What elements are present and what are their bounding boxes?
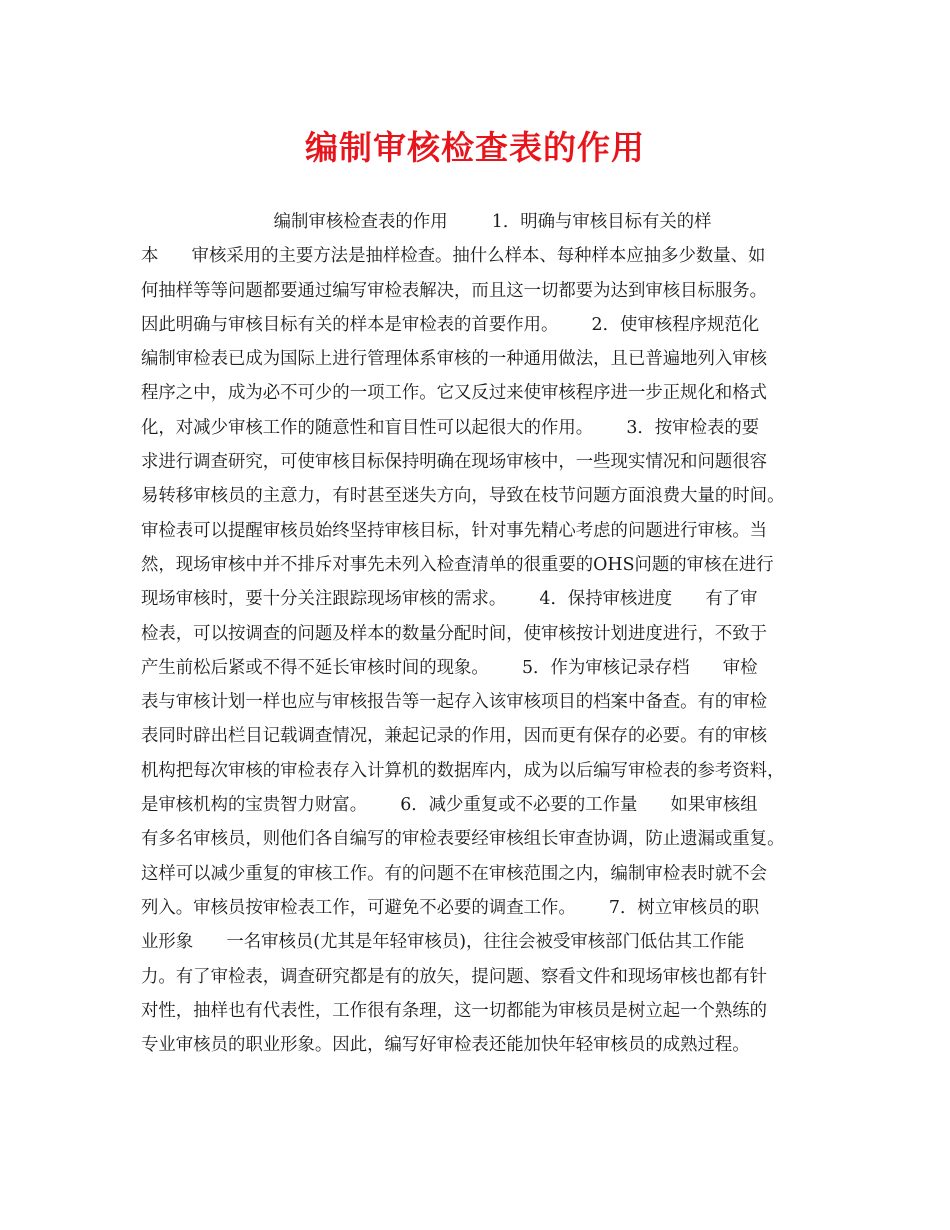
body-line: 表与审核计划一样也应与审核报告等一起存入该审核项目的档案中备查。有的审检 xyxy=(141,692,768,713)
body-line: 这样可以减少重复的审核工作。有的问题不在审核范围之内，编制审检表时就不会 xyxy=(141,863,768,884)
body-line: 产生前松后紧或不得不延长审核时间的现象。 5．作为审核记录存档 审检 xyxy=(141,657,758,678)
body-line: 何抽样等等问题都要通过编写审检表解决，而且这一切都要为达到审核目标服务。 xyxy=(141,280,768,301)
body-line: 编制审检表已成为国际上进行管理体系审核的一种通用做法，且已普遍地列入审核 xyxy=(141,349,768,370)
body-line: 有多名审核员，则他们各自编写的审检表要经审核组长审查协调，防止遗漏或重复。 xyxy=(141,829,785,850)
body-line: 因此明确与审核目标有关的样本是审检表的首要作用。 2．使审核程序规范化 xyxy=(141,314,760,335)
body-line: 现场审核时，要十分关注跟踪现场审核的需求。 4．保持审核进度 有了审 xyxy=(141,589,758,610)
body-line: 编制审核检查表的作用 1．明确与审核目标有关的样 xyxy=(141,212,712,232)
document-title: 编制审核检查表的作用 xyxy=(305,128,645,167)
body-line: 易转移审核员的主意力，有时甚至迷失方向，导致在枝节问题方面浪费大量的时间。 xyxy=(141,486,785,507)
body-line: 业形象 一名审核员(尤其是年轻审核员)，往往会被受审核部门低估其工作能 xyxy=(141,932,745,953)
document-body xyxy=(141,205,815,1062)
body-line: 检表，可以按调查的问题及样本的数量分配时间，使审核按计划进度进行，不致于 xyxy=(141,623,768,644)
body-line: 然，现场审核中并不排斥对事先未列入检查清单的很重要的OHS问题的审核在进行 xyxy=(141,554,774,575)
body-line: 审检表可以提醒审核员始终坚持审核目标，针对事先精心考虑的问题进行审核。当 xyxy=(141,520,768,541)
body-line: 程序之中，成为必不可少的一项工作。它又反过来使审核程序进一步正规化和格式 xyxy=(141,383,768,404)
body-line: 是审核机构的宝贵智力财富。 6．减少重复或不必要的工作量 如果审核组 xyxy=(141,795,758,816)
body-line: 机构把每次审核的审检表存入计算机的数据库内，成为以后编写审检表的参考资料， xyxy=(141,760,785,781)
body-line: 本 审核采用的主要方法是抽样检查。抽什么样本、每种样本应抽多少数量、如 xyxy=(141,246,766,267)
body-line: 力。有了审检表，调查研究都是有的放矢，提问题、察看文件和现场审核也都有针 xyxy=(141,966,768,987)
body-line: 列入。审核员按审检表工作，可避免不必要的调查工作。 7．树立审核员的职 xyxy=(141,897,760,918)
body-line: 求进行调查研究，可使审核目标保持明确在现场审核中，一些现实情况和问题很容 xyxy=(141,452,768,473)
body-line: 化，对减少审核工作的随意性和盲目性可以起很大的作用。 3．按审检表的要 xyxy=(141,417,760,438)
body-line: 表同时辟出栏目记载调查情况，兼起记录的作用，因而更有保存的必要。有的审核 xyxy=(141,726,768,747)
body-line: 专业审核员的职业形象。因此，编写好审检表还能加快年轻审核员的成熟过程。 xyxy=(141,1035,750,1056)
body-line: 对性，抽样也有代表性，工作很有条理，这一切都能为审核员是树立起一个熟练的 xyxy=(141,1000,768,1021)
